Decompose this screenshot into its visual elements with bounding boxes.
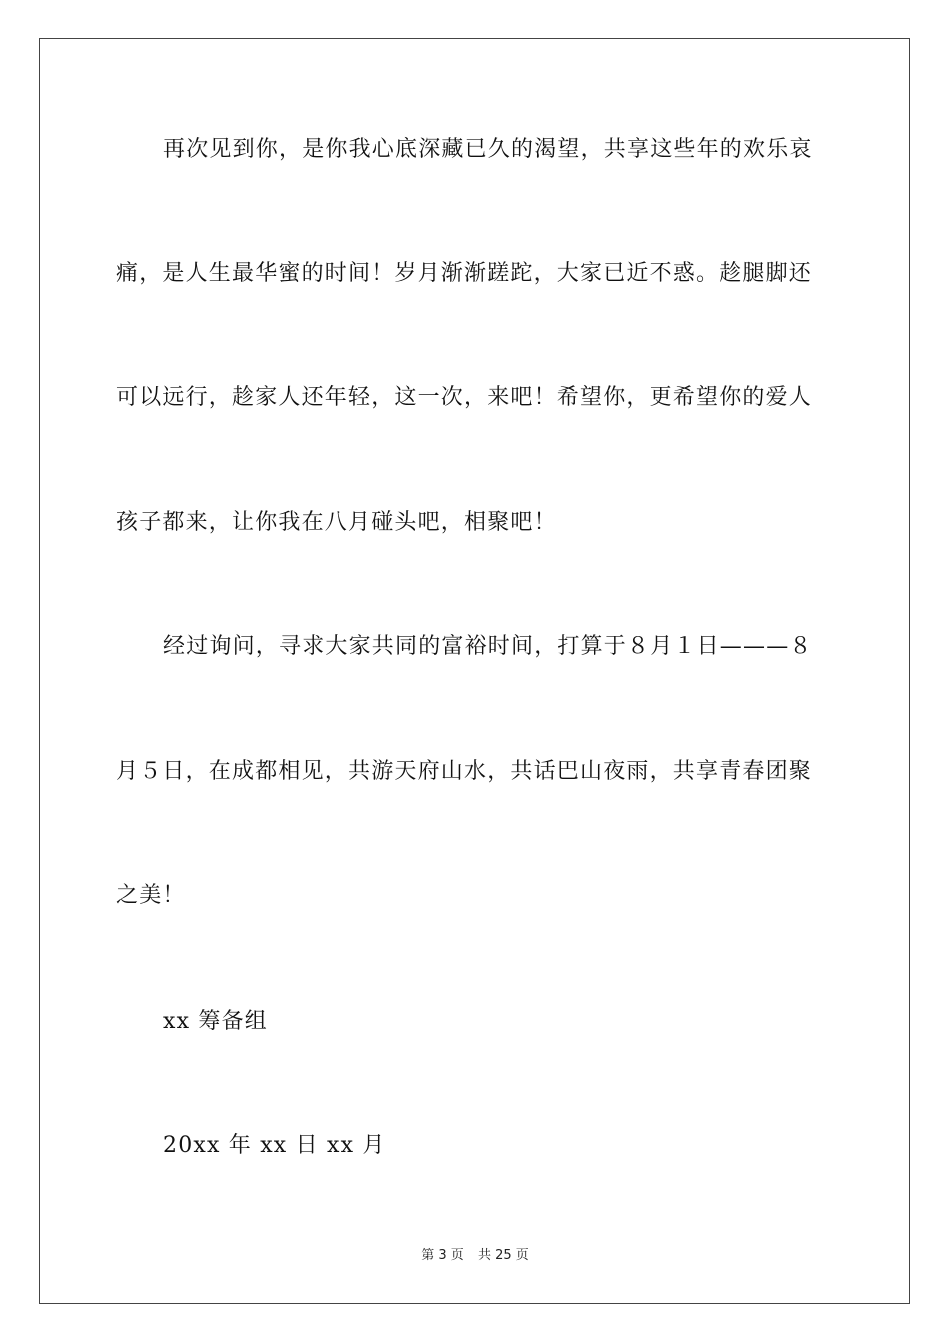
paragraph-line: 再次见到你，是你我心底深藏已久的渴望，共享这些年的欢乐哀 bbox=[163, 137, 813, 162]
page-number: 第 3 页 bbox=[421, 1248, 464, 1263]
paragraph-line: 经过询问，寻求大家共同的富裕时间，打算于８月１日———８ bbox=[163, 634, 813, 659]
paragraph-line: 可以远行，趁家人还年轻，这一次，来吧！希望你，更希望你的爱人 bbox=[116, 385, 813, 410]
paragraph-line: 月５日，在成都相见，共游天府山水，共话巴山夜雨，共享青春团聚 bbox=[116, 759, 813, 784]
paragraph-line: 之美！ bbox=[116, 883, 186, 908]
signature-organizer: xx 筹备组 bbox=[163, 1009, 269, 1034]
page-total: 共 25 页 bbox=[477, 1248, 529, 1263]
signature-date: 20xx 年 xx 日 xx 月 bbox=[163, 1133, 386, 1158]
paragraph-line: 痛，是人生最华蜜的时间！岁月渐渐蹉跎，大家已近不惑。趁腿脚还 bbox=[116, 261, 813, 286]
paragraph-line: 孩子都来，让你我在八月碰头吧，相聚吧！ bbox=[116, 510, 557, 535]
page-footer bbox=[0, 1248, 950, 1264]
page-border bbox=[39, 38, 910, 1304]
